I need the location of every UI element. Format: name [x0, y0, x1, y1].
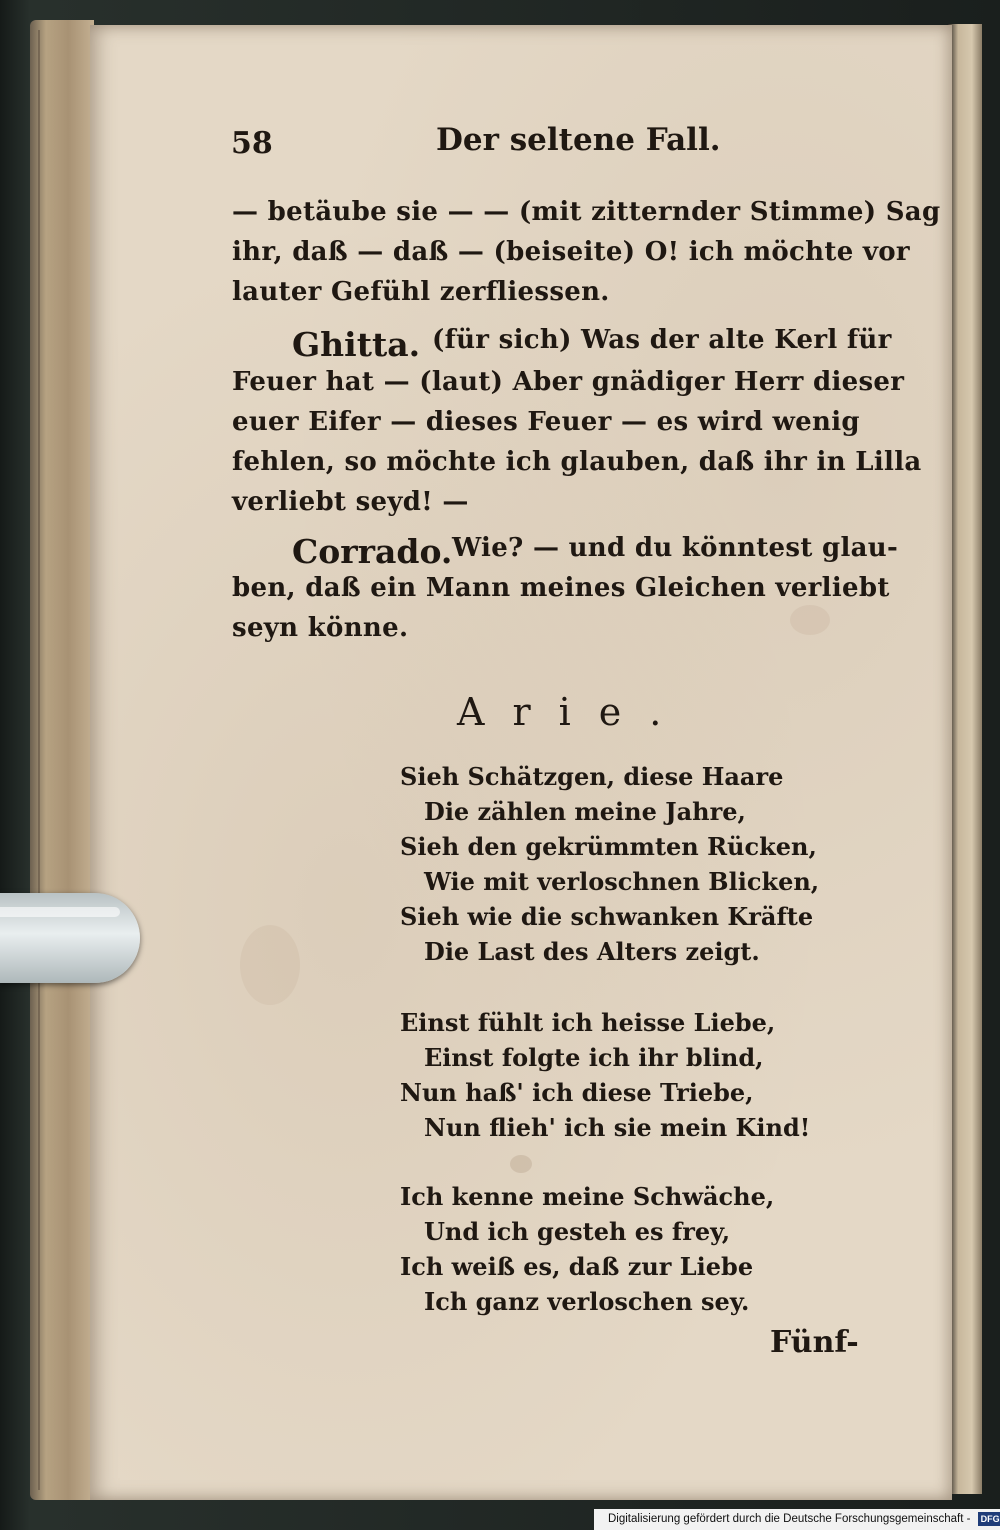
body-line: Feuer hat — (laut) Aber gnädiger Herr dieser [232, 367, 905, 397]
speaker-corrado: Corrado. [292, 532, 453, 571]
verse-line: Die zählen meine Jahre, [424, 797, 746, 826]
body-line: lauter Gefühl zerfliessen. [232, 277, 610, 307]
body-line: (für sich) Was der alte Kerl für [432, 325, 892, 355]
paper-stain [510, 1155, 532, 1173]
page-number: 58 [231, 126, 273, 161]
paper-stain [240, 925, 300, 1005]
glass-page-weight [0, 893, 140, 983]
verse-line: Wie mit verloschnen Blicken, [424, 867, 820, 896]
book-fore-edge [30, 20, 94, 1500]
body-line: seyn könne. [232, 613, 409, 643]
verse-line: Nun haß' ich diese Triebe, [400, 1078, 754, 1107]
verse-line: Und ich gesteh es frey, [424, 1217, 731, 1246]
verse-line: Ich weiß es, daß zur Liebe [400, 1252, 754, 1281]
catchword: Fünf- [770, 1325, 859, 1360]
running-title: Der seltene Fall. [436, 122, 721, 158]
body-line: — betäube sie — — (mit zitternder Stimme) Sag [232, 197, 941, 227]
body-line: ihr, daß — daß — (beiseite) O! ich möchte vor [232, 237, 910, 267]
verse-line: Einst folgte ich ihr blind, [424, 1043, 764, 1072]
body-line: verliebt seyd! — [232, 487, 469, 517]
verse-line: Nun flieh' ich sie mein Kind! [424, 1113, 811, 1142]
facing-page-edge [948, 24, 982, 1494]
verse-line: Einst fühlt ich heisse Liebe, [400, 1008, 776, 1037]
speaker-ghitta: Ghitta. [292, 325, 421, 364]
body-line: Wie? — und du könntest glau- [452, 533, 899, 563]
body-line: euer Eifer — dieses Feuer — es wird wenig [232, 407, 860, 437]
footer-credit: Digitalisierung gefördert durch die Deutsche Forschungsgemeinschaft - [608, 1513, 971, 1525]
verse-line: Ich kenne meine Schwäche, [400, 1182, 775, 1211]
dfg-logo-icon: DFG [978, 1512, 1000, 1526]
verse-line: Ich ganz verloschen sey. [424, 1287, 750, 1316]
digitization-footer [594, 1509, 1000, 1530]
body-line: fehlen, so möchte ich glauben, daß ihr in Lilla [232, 447, 922, 477]
verse-line: Sieh Schätzgen, diese Haare [400, 762, 784, 791]
aria-heading: Arie. [457, 690, 690, 734]
body-line: ben, daß ein Mann meines Gleichen verliebt [232, 573, 890, 603]
verse-line: Sieh den gekrümmten Rücken, [400, 832, 817, 861]
verse-line: Die Last des Alters zeigt. [424, 937, 760, 966]
verse-line: Sieh wie die schwanken Kräfte [400, 902, 814, 931]
paper-stain [790, 605, 830, 635]
